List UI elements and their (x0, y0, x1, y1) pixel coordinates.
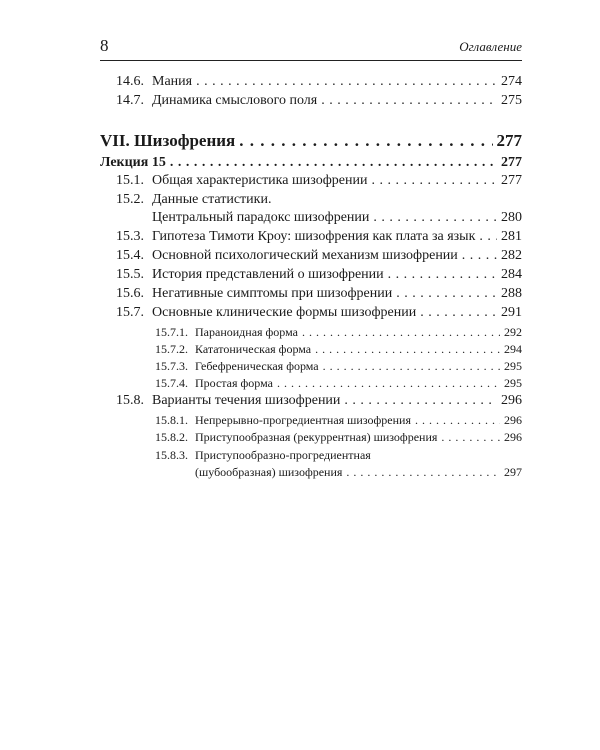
toc-leader (344, 393, 497, 409)
toc-number: 15.1. (116, 173, 144, 188)
toc-leader (170, 155, 497, 171)
toc-part-title: VII. Шизофрения (100, 131, 236, 150)
toc-title: Приступообразная (рекуррентная) шизофрения (195, 430, 438, 444)
toc-entry-15-7-1[interactable] (155, 325, 522, 340)
toc-title-line1: Данные статистики. (152, 192, 272, 207)
toc-leader (441, 430, 500, 445)
toc-page: 292 (504, 325, 522, 339)
toc-entry-15-7-3[interactable] (155, 359, 522, 374)
toc-page: 296 (504, 413, 522, 427)
toc-page: 291 (501, 305, 522, 320)
toc-page: 296 (504, 430, 522, 444)
toc-page: 277 (501, 173, 522, 188)
toc-title: Непрерывно-прогредиентная шизофрения (195, 413, 411, 427)
toc-leader (196, 74, 497, 90)
toc-number: 15.7.2. (155, 342, 188, 356)
toc-leader (346, 465, 500, 480)
toc-title: Центральный парадокс шизофрении (152, 210, 370, 225)
toc-entry-15-2-line1[interactable] (116, 192, 271, 208)
toc-page: 275 (501, 93, 522, 108)
header-rule (100, 60, 522, 61)
toc-leader (415, 413, 500, 428)
toc-entry-15-8-1[interactable] (155, 413, 522, 428)
toc-entry-15-2[interactable] (152, 210, 522, 226)
toc-leader (302, 325, 500, 340)
toc-leader (371, 173, 497, 189)
toc-leader (388, 267, 497, 283)
toc-title: Общая характеристика шизофрении (152, 173, 368, 188)
toc-entry-15-8[interactable] (116, 393, 522, 409)
toc-title: Кататоническая форма (195, 342, 312, 356)
toc-number: 15.8.1. (155, 413, 188, 427)
toc-number: 14.7. (116, 93, 144, 108)
toc-number: 15.7. (116, 305, 144, 320)
toc-title: Основные клинические формы шизофрении (152, 305, 417, 320)
toc-title: Параноидная форма (195, 325, 298, 339)
toc-page: 281 (501, 229, 522, 244)
toc-number: 15.8. (116, 393, 144, 408)
toc-leader (315, 342, 500, 357)
toc-entry-15-3[interactable] (116, 229, 522, 245)
toc-leader (462, 248, 497, 264)
page-header (100, 36, 522, 58)
toc-leader (479, 229, 497, 245)
toc-number: 14.6. (116, 74, 144, 89)
toc-leader (277, 376, 500, 391)
toc-number: 15.7.3. (155, 359, 188, 373)
toc-leader (239, 131, 492, 151)
toc-lecture-15[interactable] (100, 155, 522, 171)
toc-number: 15.7.1. (155, 325, 188, 339)
toc-title: Гебефреническая форма (195, 359, 319, 373)
toc-title: Варианты течения шизофрении (152, 393, 341, 408)
toc-page: 282 (501, 248, 522, 263)
toc-leader (396, 286, 497, 302)
toc-page: 277 (501, 155, 522, 170)
toc-page: 277 (496, 131, 522, 150)
toc-number: 15.8.3. (155, 448, 188, 462)
toc-title: Мания (152, 74, 193, 89)
toc-number: 15.5. (116, 267, 144, 282)
running-title: Оглавление (459, 39, 522, 54)
toc-number: 15.7.4. (155, 376, 188, 390)
toc-page: 274 (501, 74, 522, 89)
toc-leader (323, 359, 500, 374)
toc-entry-15-7-2[interactable] (155, 342, 522, 357)
toc-number: 15.3. (116, 229, 144, 244)
toc-title: Основной психологический механизм шизофрении (152, 248, 458, 263)
toc-title-line1: Приступообразно-прогредиентная (195, 448, 371, 462)
page-number: 8 (100, 36, 109, 55)
toc-entry-15-8-2[interactable] (155, 430, 522, 445)
toc-page: 295 (504, 359, 522, 373)
toc-leader (420, 305, 497, 321)
toc-page: 284 (501, 267, 522, 282)
toc-entry-14-7[interactable] (116, 93, 522, 109)
toc-page: 296 (501, 393, 522, 408)
toc-entry-15-6[interactable] (116, 286, 522, 302)
toc-entry-15-8-3[interactable] (195, 465, 522, 480)
toc-entry-15-8-3-line1[interactable] (155, 448, 371, 463)
toc-title: (шубообразная) шизофрения (195, 465, 343, 479)
toc-entry-15-7[interactable] (116, 305, 522, 321)
toc-leader (321, 93, 497, 109)
toc-page: 280 (501, 210, 522, 225)
toc-entry-15-5[interactable] (116, 267, 522, 283)
toc-page: 294 (504, 342, 522, 356)
toc-page: 295 (504, 376, 522, 390)
toc-number: 15.8.2. (155, 430, 188, 444)
toc-page: 297 (504, 465, 522, 479)
toc-title: Динамика смыслового поля (152, 93, 318, 108)
toc-entry-15-1[interactable] (116, 173, 522, 189)
toc-entry-15-7-4[interactable] (155, 376, 522, 391)
toc-entry-15-4[interactable] (116, 248, 522, 264)
toc-title: Негативные симптомы при шизофрении (152, 286, 393, 301)
toc-number: 15.4. (116, 248, 144, 263)
toc-number: 15.2. (116, 192, 144, 207)
toc-entry-14-6[interactable] (116, 74, 522, 90)
toc-number: 15.6. (116, 286, 144, 301)
toc-lecture-title: Лекция 15 (100, 155, 166, 170)
toc-part-vii[interactable] (100, 131, 522, 151)
toc-title: Гипотеза Тимоти Кроу: шизофрения как плата за язык (152, 229, 476, 244)
toc-page: 288 (501, 286, 522, 301)
toc-leader (373, 210, 497, 226)
toc-title: История представлений о шизофрении (152, 267, 384, 282)
toc-title: Простая форма (195, 376, 273, 390)
